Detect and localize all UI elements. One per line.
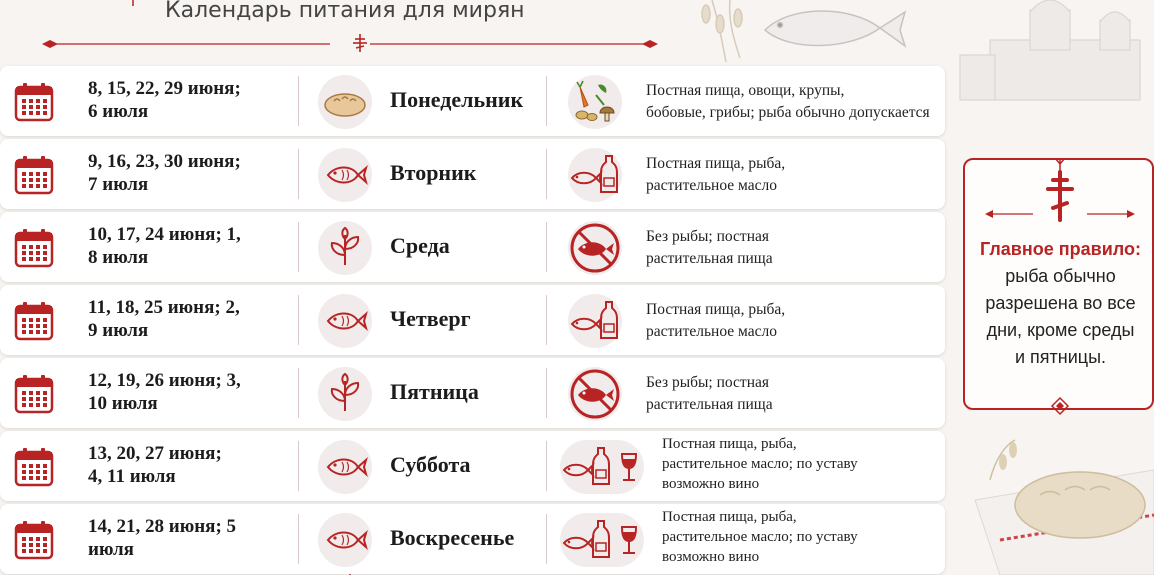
calendar-row — [0, 212, 945, 282]
page-title: Календарь питания для мирян — [165, 0, 525, 23]
calendar-row — [0, 139, 945, 209]
fish-oil-icon — [568, 294, 622, 348]
main-rule-text — [965, 236, 1154, 371]
row-dates — [88, 369, 288, 415]
desc-line-1: Постная пища, рыба, — [646, 155, 786, 172]
day-name: Понедельник — [390, 87, 524, 112]
desc-line-1: Без рыбы; постная — [646, 228, 770, 245]
calendar-row — [0, 431, 945, 501]
calendar-icon — [12, 299, 56, 343]
fish-icon — [318, 513, 372, 567]
fish-sketch-icon — [765, 11, 905, 46]
row-separator — [546, 149, 547, 199]
dates-line-2: 6 июля — [88, 101, 149, 122]
rule-line-1: рыба обычно — [1005, 266, 1116, 286]
fish-oil-wine-icon — [560, 440, 644, 494]
dates-line-2: 8 июля — [88, 247, 149, 268]
desc-line-1: Постная пища, рыба, — [646, 301, 786, 318]
row-dates — [88, 223, 288, 269]
dates-line-2: 10 июля — [88, 393, 158, 414]
dates-line-2: июля — [88, 539, 134, 560]
desc-line-2: растительное масло; по уставу — [662, 529, 858, 545]
row-separator — [298, 76, 299, 126]
row-separator — [546, 222, 547, 272]
calendar-icon — [12, 153, 56, 197]
row-separator — [546, 441, 547, 491]
food-description — [662, 507, 858, 567]
calendar-icon — [12, 372, 56, 416]
row-separator — [298, 441, 299, 491]
row-separator — [546, 514, 547, 564]
dates-line-1: 13, 20, 27 июня; — [88, 443, 222, 464]
row-dates — [88, 296, 288, 342]
no-fish-icon — [568, 367, 622, 421]
desc-line-1: Постная пища, овощи, крупы, — [646, 82, 845, 99]
day-name: Четверг — [390, 306, 471, 331]
row-separator — [298, 514, 299, 564]
row-dates — [88, 150, 288, 196]
church-sketch-icon — [960, 0, 1140, 100]
desc-line-2: растительное масло — [646, 177, 777, 194]
calendar-icon — [12, 445, 56, 489]
food-description — [646, 226, 773, 270]
calendar-row — [0, 66, 945, 136]
calendar-icon — [12, 226, 56, 270]
desc-line-3: возможно вино — [662, 549, 760, 565]
fish-oil-icon — [568, 148, 622, 202]
desc-line-2: растительная пища — [646, 250, 773, 267]
desc-line-2: бобовые, грибы; рыба обычно допускается — [646, 104, 930, 121]
desc-line-1: Без рыбы; постная — [646, 374, 770, 391]
sprout-icon — [318, 221, 372, 275]
calendar-table — [0, 66, 945, 575]
dates-line-2: 7 июля — [88, 174, 149, 195]
day-name: Воскресенье — [390, 525, 515, 550]
desc-line-1: Постная пища, рыба, — [662, 509, 797, 525]
desc-line-3: возможно вино — [662, 476, 760, 492]
calendar-row — [0, 358, 945, 428]
row-separator — [298, 368, 299, 418]
desc-line-2: растительная пища — [646, 396, 773, 413]
dates-line-1: 12, 19, 26 июня; 3, — [88, 370, 241, 391]
desc-line-2: растительное масло; по уставу — [662, 456, 858, 472]
rule-line-3: дни, кроме среды — [986, 320, 1135, 340]
calendar-row — [0, 504, 945, 574]
day-name: Вторник — [390, 160, 477, 185]
bread-towel-decor-icon — [975, 440, 1154, 575]
fish-oil-wine-icon — [560, 513, 644, 567]
fish-icon — [318, 294, 372, 348]
rule-heading: Главное правило: — [980, 239, 1141, 259]
desc-line-1: Постная пища, рыба, — [662, 436, 797, 452]
food-description — [662, 434, 858, 494]
sprout-icon — [318, 367, 372, 421]
food-description — [646, 153, 785, 197]
desc-line-2: растительное масло — [646, 323, 777, 340]
calendar-icon — [12, 80, 56, 124]
main-rule-box — [963, 158, 1154, 410]
dates-line-1: 11, 18, 25 июня; 2, — [88, 297, 240, 318]
row-separator — [546, 368, 547, 418]
bread-icon — [318, 75, 372, 129]
fish-icon — [318, 440, 372, 494]
day-name: Суббота — [390, 452, 471, 477]
dates-line-1: 8, 15, 22, 29 июня; — [88, 78, 241, 99]
row-separator — [546, 295, 547, 345]
day-name: Среда — [390, 233, 450, 258]
row-dates — [88, 515, 288, 561]
dates-line-2: 4, 11 июля — [88, 466, 176, 487]
orthodox-cross-icon — [965, 160, 1154, 230]
fish-icon — [318, 148, 372, 202]
row-separator — [546, 76, 547, 126]
row-dates — [88, 442, 288, 488]
dates-line-1: 14, 21, 28 июня; 5 — [88, 516, 237, 537]
vegetables-mushrooms-icon — [568, 75, 622, 129]
food-description — [646, 372, 773, 416]
rule-line-2: разрешена во все — [985, 293, 1136, 313]
title-ornament-divider — [40, 32, 660, 52]
no-fish-icon — [568, 221, 622, 275]
row-separator — [298, 295, 299, 345]
food-description — [646, 299, 785, 343]
rule-bottom-ornament-icon — [965, 394, 1154, 424]
row-dates — [88, 77, 288, 123]
row-separator — [298, 149, 299, 199]
calendar-row — [0, 285, 945, 355]
rule-line-4: и пятницы. — [1014, 347, 1107, 367]
calendar-icon — [12, 518, 56, 562]
wheat-decor-icon — [702, 0, 742, 62]
dates-line-1: 10, 17, 24 июня; 1, — [88, 224, 241, 245]
dates-line-1: 9, 16, 23, 30 июня; — [88, 151, 241, 172]
dates-line-2: 9 июля — [88, 320, 149, 341]
food-description — [646, 80, 930, 124]
day-name: Пятница — [390, 379, 479, 404]
row-separator — [298, 222, 299, 272]
